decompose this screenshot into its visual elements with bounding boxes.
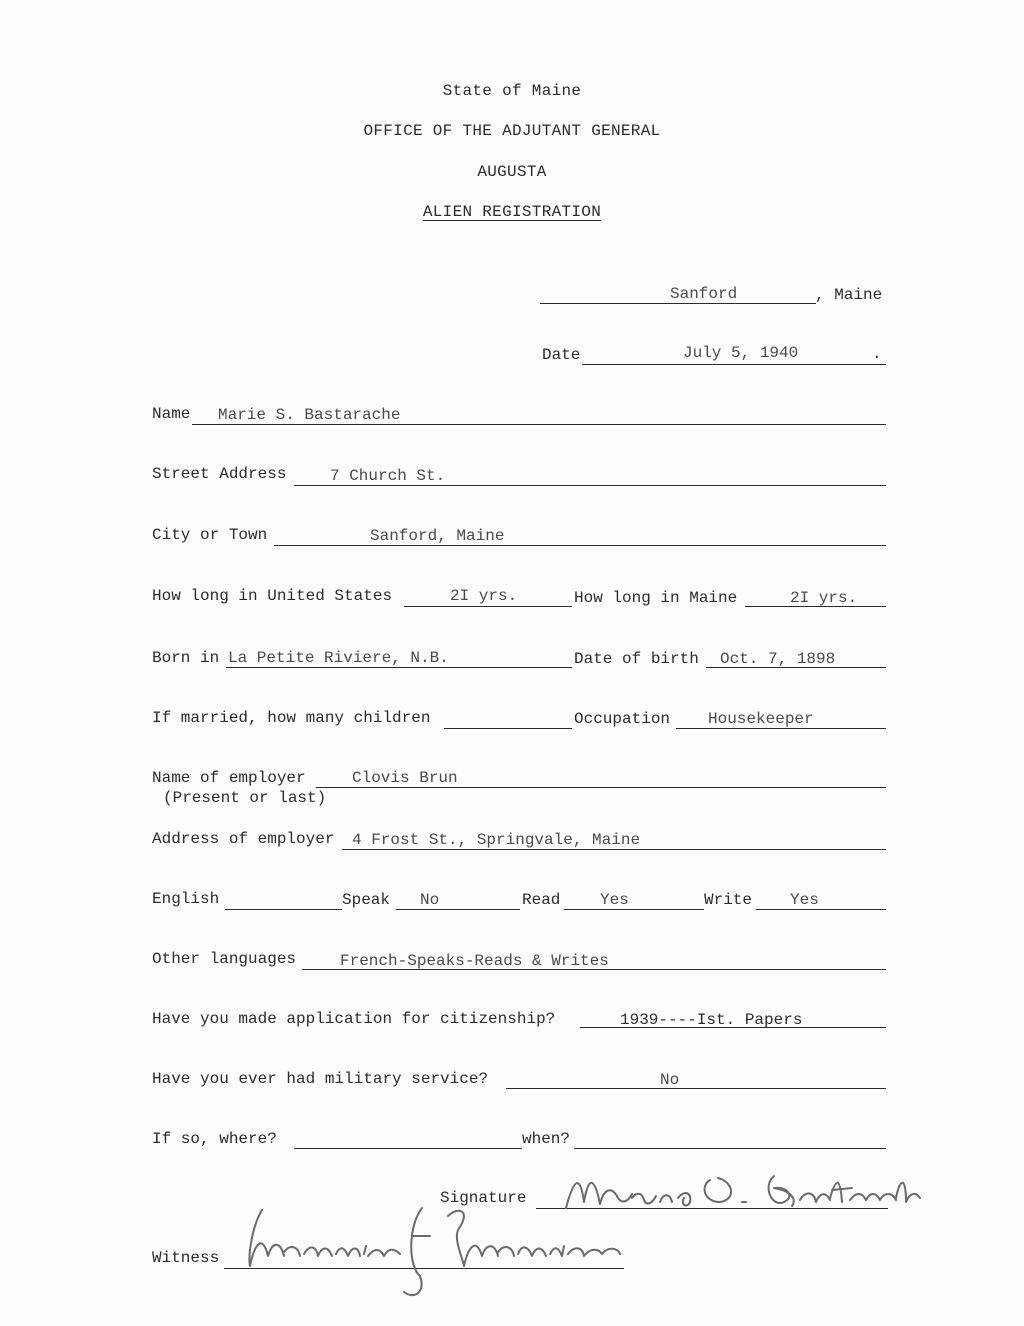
dob-label: Date of birth: [574, 650, 699, 668]
form-title: [0, 203, 1024, 221]
city-line: [274, 545, 886, 546]
write-label: Write: [704, 891, 753, 909]
write-line: [756, 909, 886, 910]
employer-value: Clovis Brun: [352, 769, 458, 787]
date-line: [582, 364, 886, 365]
location-town: Sanford: [670, 285, 738, 303]
speak-value: No: [420, 891, 440, 909]
speak-label: Speak: [342, 891, 391, 909]
witness-label: Witness: [152, 1249, 220, 1267]
citizenship-value: 1939----Ist. Papers: [620, 1011, 803, 1029]
me-duration-value: 2I yrs.: [790, 589, 858, 607]
date-label: Date: [542, 346, 581, 364]
us-duration-label: How long in United States: [152, 587, 393, 605]
me-duration-label: How long in Maine: [574, 589, 738, 607]
read-line: [564, 909, 704, 910]
name-value: Marie S. Bastarache: [218, 406, 401, 424]
employer-sub-label: (Present or last): [163, 789, 327, 807]
date-value: July 5, 1940: [683, 344, 799, 362]
write-value: Yes: [790, 891, 819, 909]
us-duration-value: 2I yrs.: [450, 587, 518, 605]
state-heading: State of Maine: [442, 82, 582, 100]
employer-address-label: Address of employer: [152, 830, 335, 848]
name-label: Name: [152, 405, 191, 423]
city-heading: AUGUSTA: [477, 163, 547, 181]
when-line: [574, 1148, 886, 1149]
us-duration-line: [404, 606, 572, 607]
born-label: Born in: [152, 649, 220, 667]
citizenship-label: Have you made application for citizenship?: [152, 1010, 556, 1028]
military-value: No: [660, 1071, 680, 1089]
location-state: , Maine: [815, 286, 883, 304]
city-value: Sanford, Maine: [370, 527, 505, 545]
employer-label: Name of employer: [152, 769, 306, 787]
signature-label: Signature: [440, 1189, 527, 1207]
speak-line: [396, 909, 520, 910]
street-value: 7 Church St.: [330, 467, 446, 485]
read-label: Read: [522, 891, 561, 909]
date-end: .: [872, 345, 882, 363]
other-languages-value: French-Speaks-Reads & Writes: [340, 952, 609, 970]
where-label: If so, where?: [152, 1130, 277, 1148]
other-languages-label: Other languages: [152, 950, 297, 968]
street-label: Street Address: [152, 465, 287, 483]
read-value: Yes: [600, 891, 629, 909]
where-line: [294, 1148, 522, 1149]
military-label: Have you ever had military service?: [152, 1070, 489, 1088]
dob-value: Oct. 7, 1898: [720, 650, 836, 668]
form-title-text: ALIEN REGISTRATION: [422, 203, 602, 221]
occupation-label: Occupation: [574, 710, 671, 728]
city-label: City or Town: [152, 526, 268, 544]
office-heading: OFFICE OF THE ADJUTANT GENERAL: [363, 122, 661, 140]
children-line: [444, 728, 572, 729]
when-label: when?: [522, 1130, 571, 1148]
witness-handwriting: [232, 1196, 662, 1306]
children-label: If married, how many children: [152, 709, 431, 727]
military-line: [506, 1088, 886, 1089]
occupation-value: Housekeeper: [708, 710, 814, 728]
born-value: La Petite Riviere, N.B.: [228, 649, 449, 667]
employer-address-value: 4 Frost St., Springvale, Maine: [352, 831, 641, 849]
english-label: English: [152, 890, 220, 908]
english-line: [225, 909, 342, 910]
